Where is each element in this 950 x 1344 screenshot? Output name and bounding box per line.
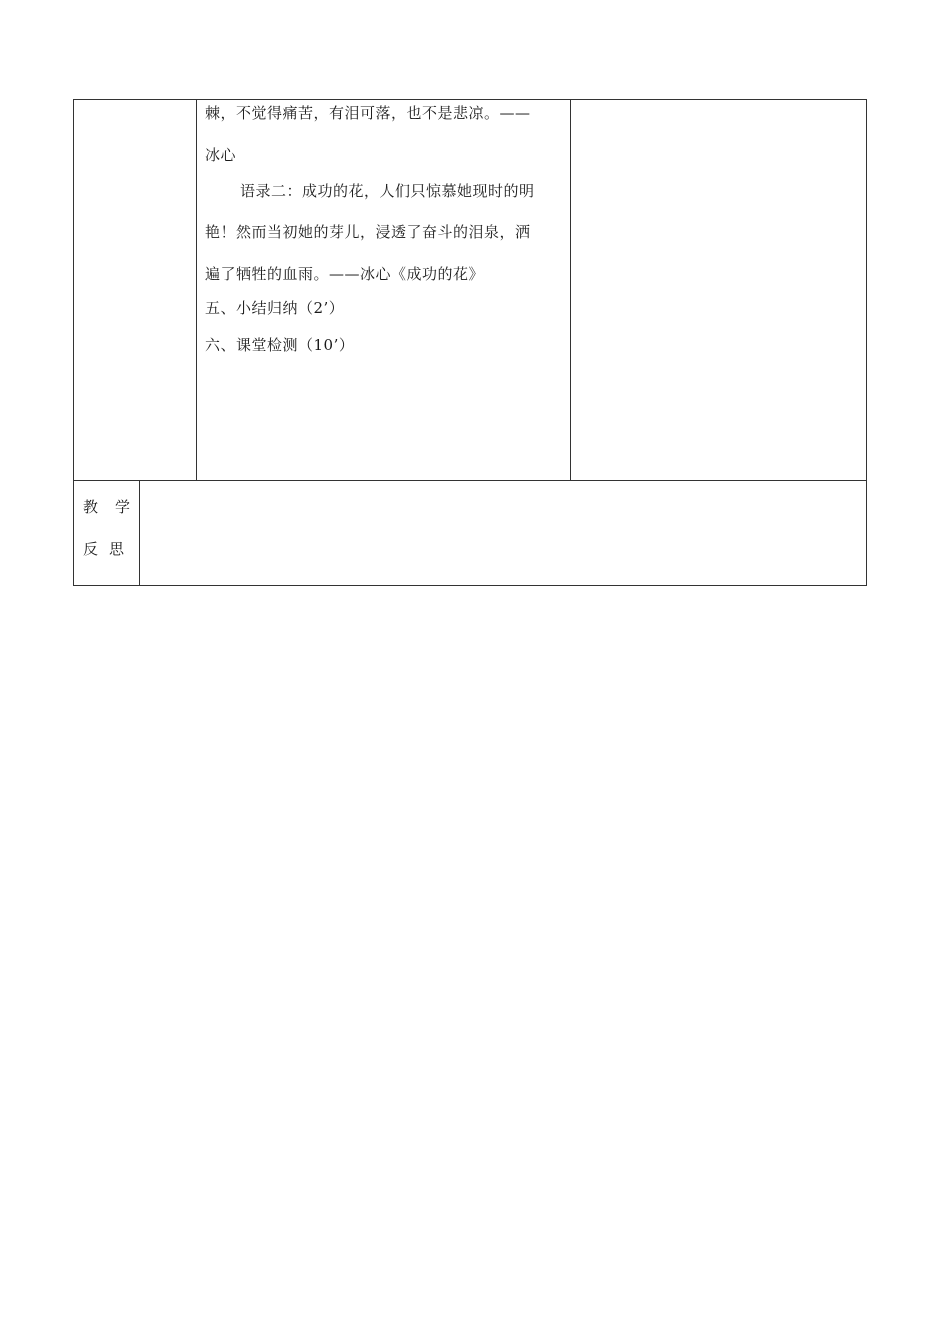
column-divider-1 [196,99,197,480]
notes-cell [571,100,866,480]
section-summary: 五、小结归纳（2’） [205,299,345,317]
table-bottom-border [73,585,867,586]
quote-two-line-3: 遍了牺牲的血雨。——冰心《成功的花》 [205,265,485,283]
reflection-label-char-1: 教 [83,498,99,516]
quote-line-1: 棘，不觉得痛苦，有泪可落，也不是悲凉。—— [205,104,531,122]
reflection-label-char-3: 反 [83,540,99,558]
section-classroom-test: 六、课堂检测（10’） [205,336,355,354]
reflection-content-cell [140,481,866,585]
quote-two-line-2: 艳！然而当初她的芽儿，浸透了奋斗的泪泉，洒 [205,223,531,241]
reflection-label-char-4: 思 [109,540,125,558]
quote-attribution: 冰心 [205,146,237,164]
reflection-label-char-2: 学 [115,498,131,516]
quote-two-line-1: 语录二：成功的花，人们只惊慕她现时的明 [240,182,535,200]
left-empty-cell [74,100,196,480]
table-right-border [866,99,867,586]
